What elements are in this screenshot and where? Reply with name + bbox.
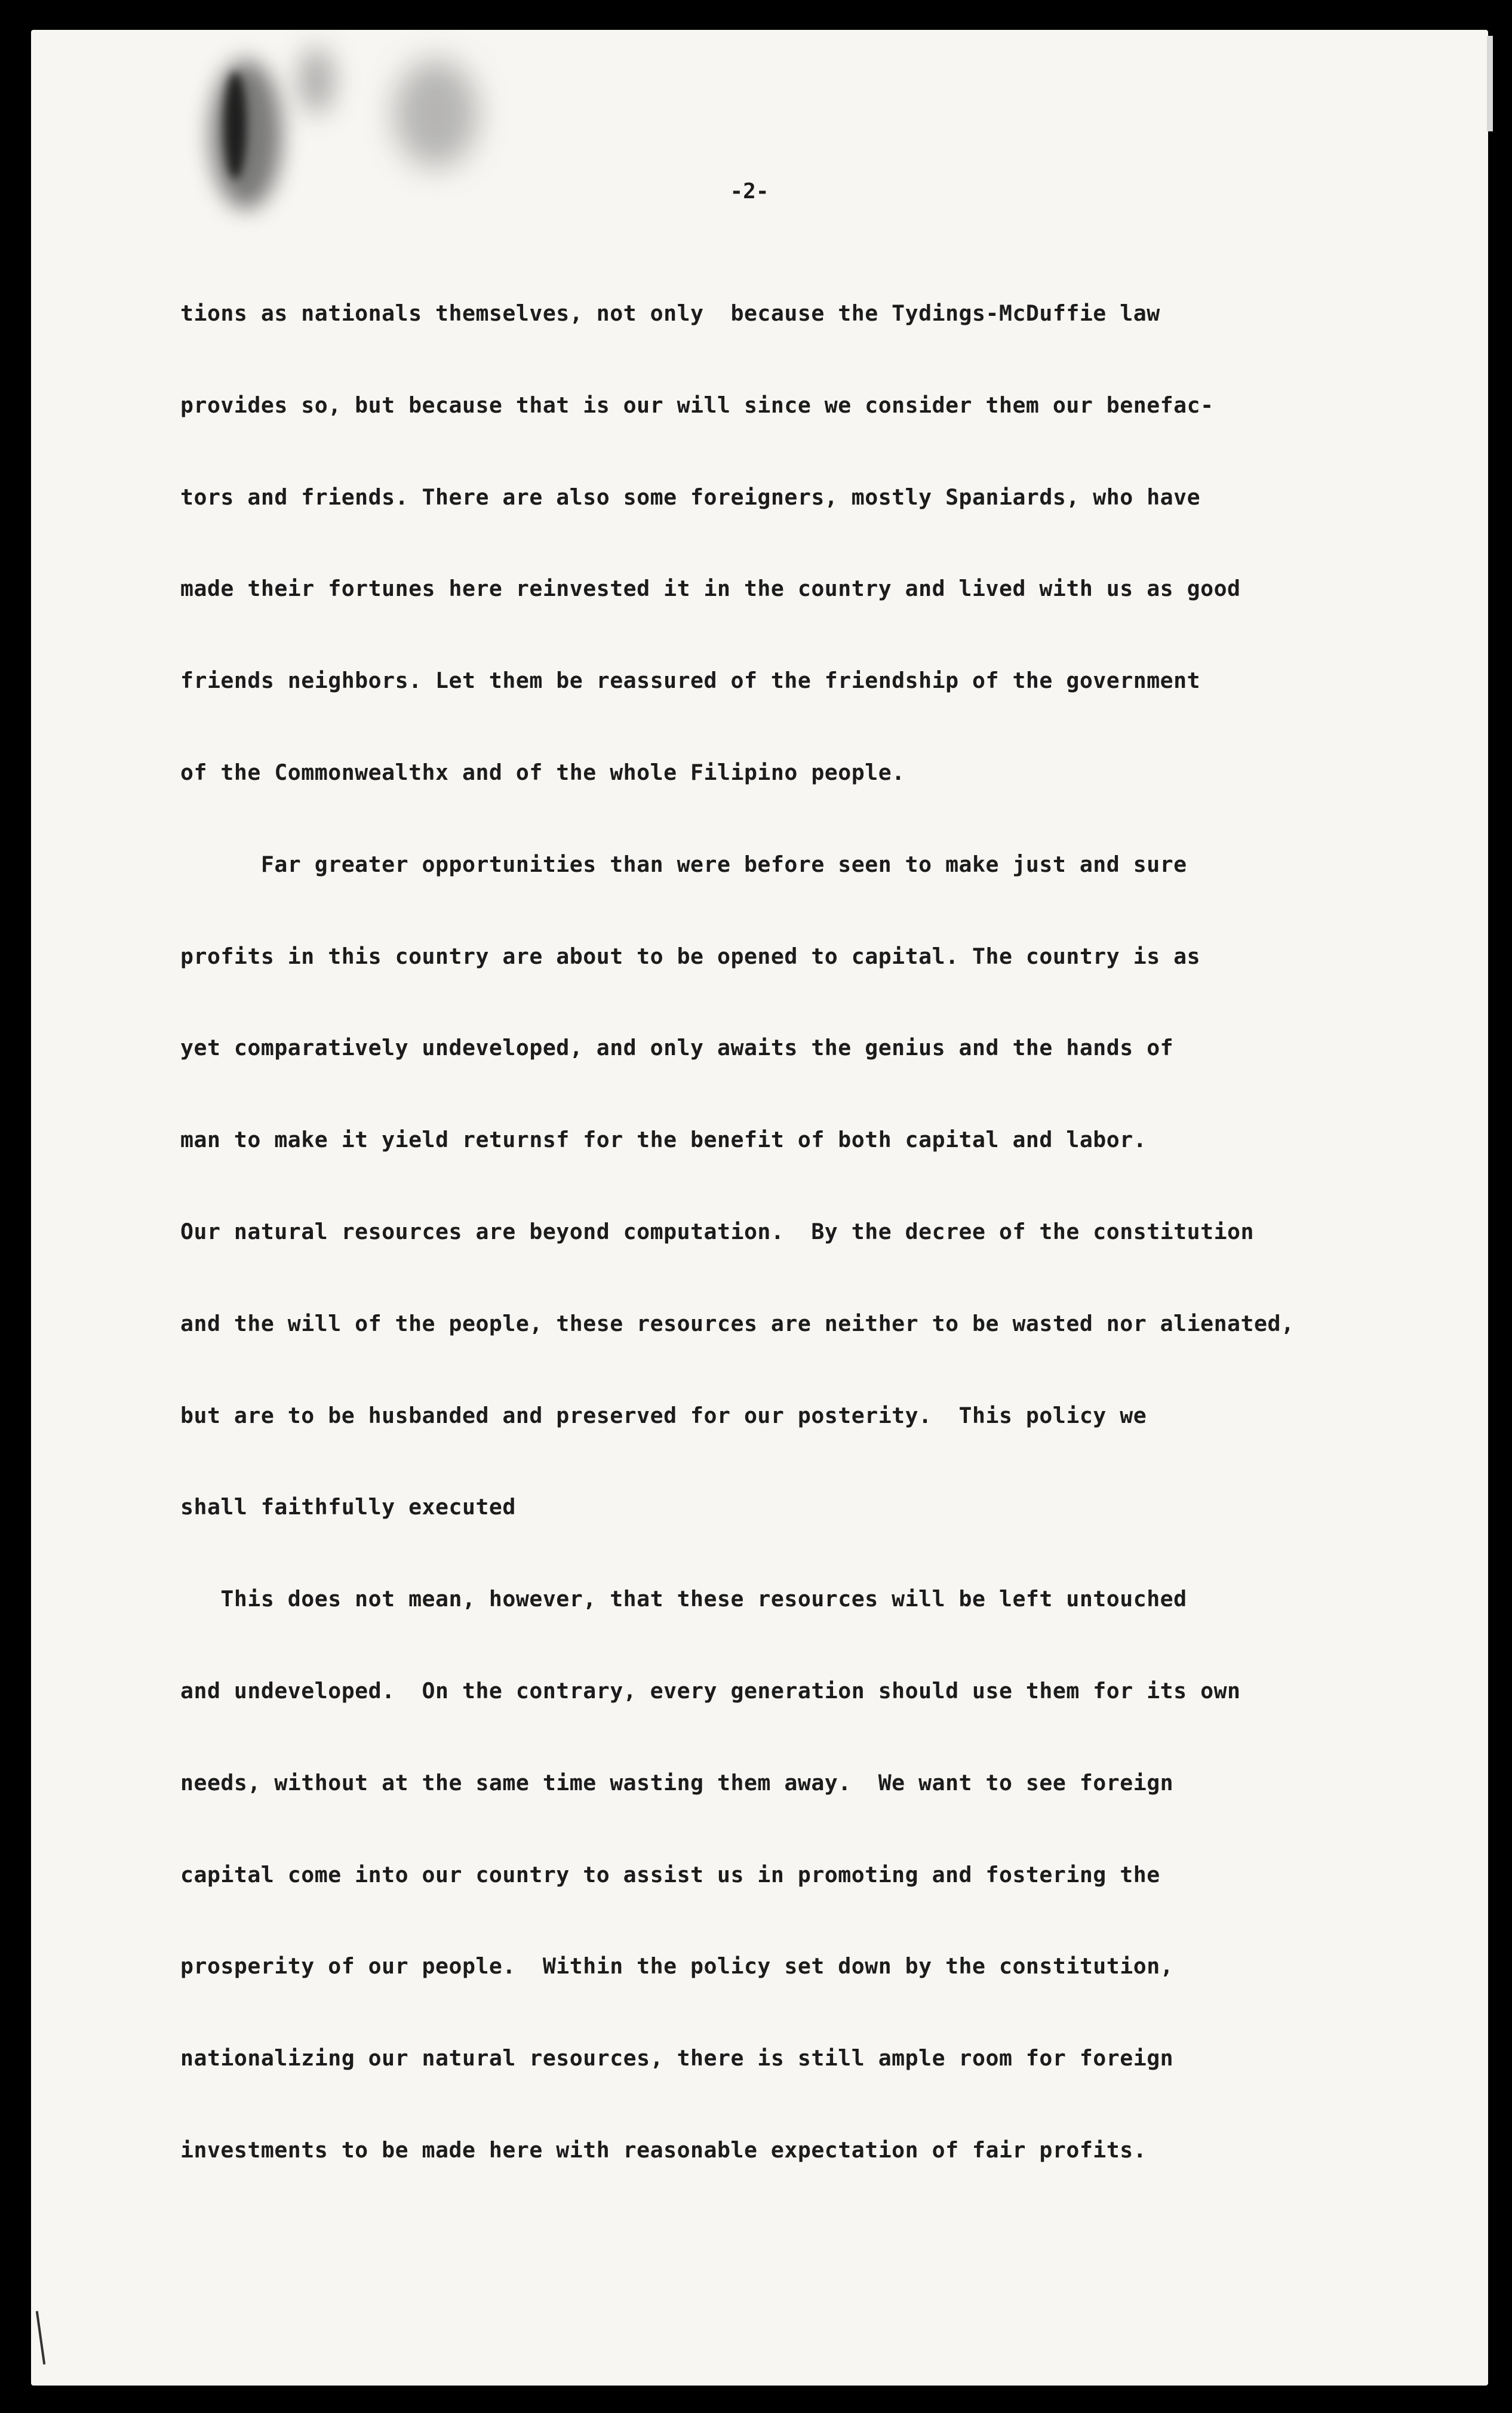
- text-line: made their fortunes here reinvested it in the country and lived with us as good: [180, 576, 1241, 602]
- text-line: nationalizing our natural resources, there is still ample room for foreign: [180, 2045, 1174, 2071]
- ink-smudge: [299, 48, 334, 113]
- text-line: capital come into our country to assist us in promoting and fostering the: [180, 1861, 1160, 1888]
- scan-edge: [1488, 30, 1512, 2386]
- text-line: profits in this country are about to be opened to capital. The country is as: [180, 943, 1201, 969]
- text-line: investments to be made here with reasonable expectation of fair profits.: [180, 2137, 1147, 2163]
- typed-body-text: [180, 268, 1440, 2196]
- text-line: This does not mean, however, that these resources will be left untouched: [180, 1586, 1187, 1612]
- ink-smudge: [224, 72, 247, 179]
- text-line: of the Commonwealthx and of the whole Filipino people.: [180, 759, 905, 785]
- text-line: tors and friends. There are also some foreigners, mostly Spaniards, who have: [180, 484, 1201, 510]
- text-line: tions as nationals themselves, not only because the Tydings-McDuffie law: [180, 300, 1160, 326]
- ink-smudge: [394, 60, 478, 167]
- text-line: man to make it yield returnsf for the benefit of both capital and labor.: [180, 1127, 1147, 1153]
- paper-edge-strip: [1487, 36, 1493, 131]
- text-line: and the will of the people, these resources are neither to be wasted nor alienated,: [180, 1310, 1295, 1336]
- text-line: yet comparatively undeveloped, and only awaits the genius and the hands of: [180, 1035, 1174, 1061]
- text-line: provides so, but because that is our will since we consider them our benefac-: [180, 392, 1214, 418]
- text-line: friends neighbors. Let them be reassured of the friendship of the government: [180, 668, 1201, 694]
- text-line: needs, without at the same time wasting them away. We want to see foreign: [180, 1769, 1174, 1796]
- text-line: but are to be husbanded and preserved for our posterity. This policy we: [180, 1402, 1147, 1428]
- text-line: prosperity of our people. Within the policy set down by the constitution,: [180, 1953, 1174, 1979]
- text-line: Far greater opportunities than were before seen to make just and sure: [180, 851, 1187, 877]
- text-line: and undeveloped. On the contrary, every generation should use them for its own: [180, 1677, 1241, 1704]
- text-line: Our natural resources are beyond computation. By the decree of the constitution: [180, 1218, 1254, 1244]
- page-number: -2-: [730, 179, 769, 204]
- text-line: shall faithfully executed: [180, 1494, 516, 1520]
